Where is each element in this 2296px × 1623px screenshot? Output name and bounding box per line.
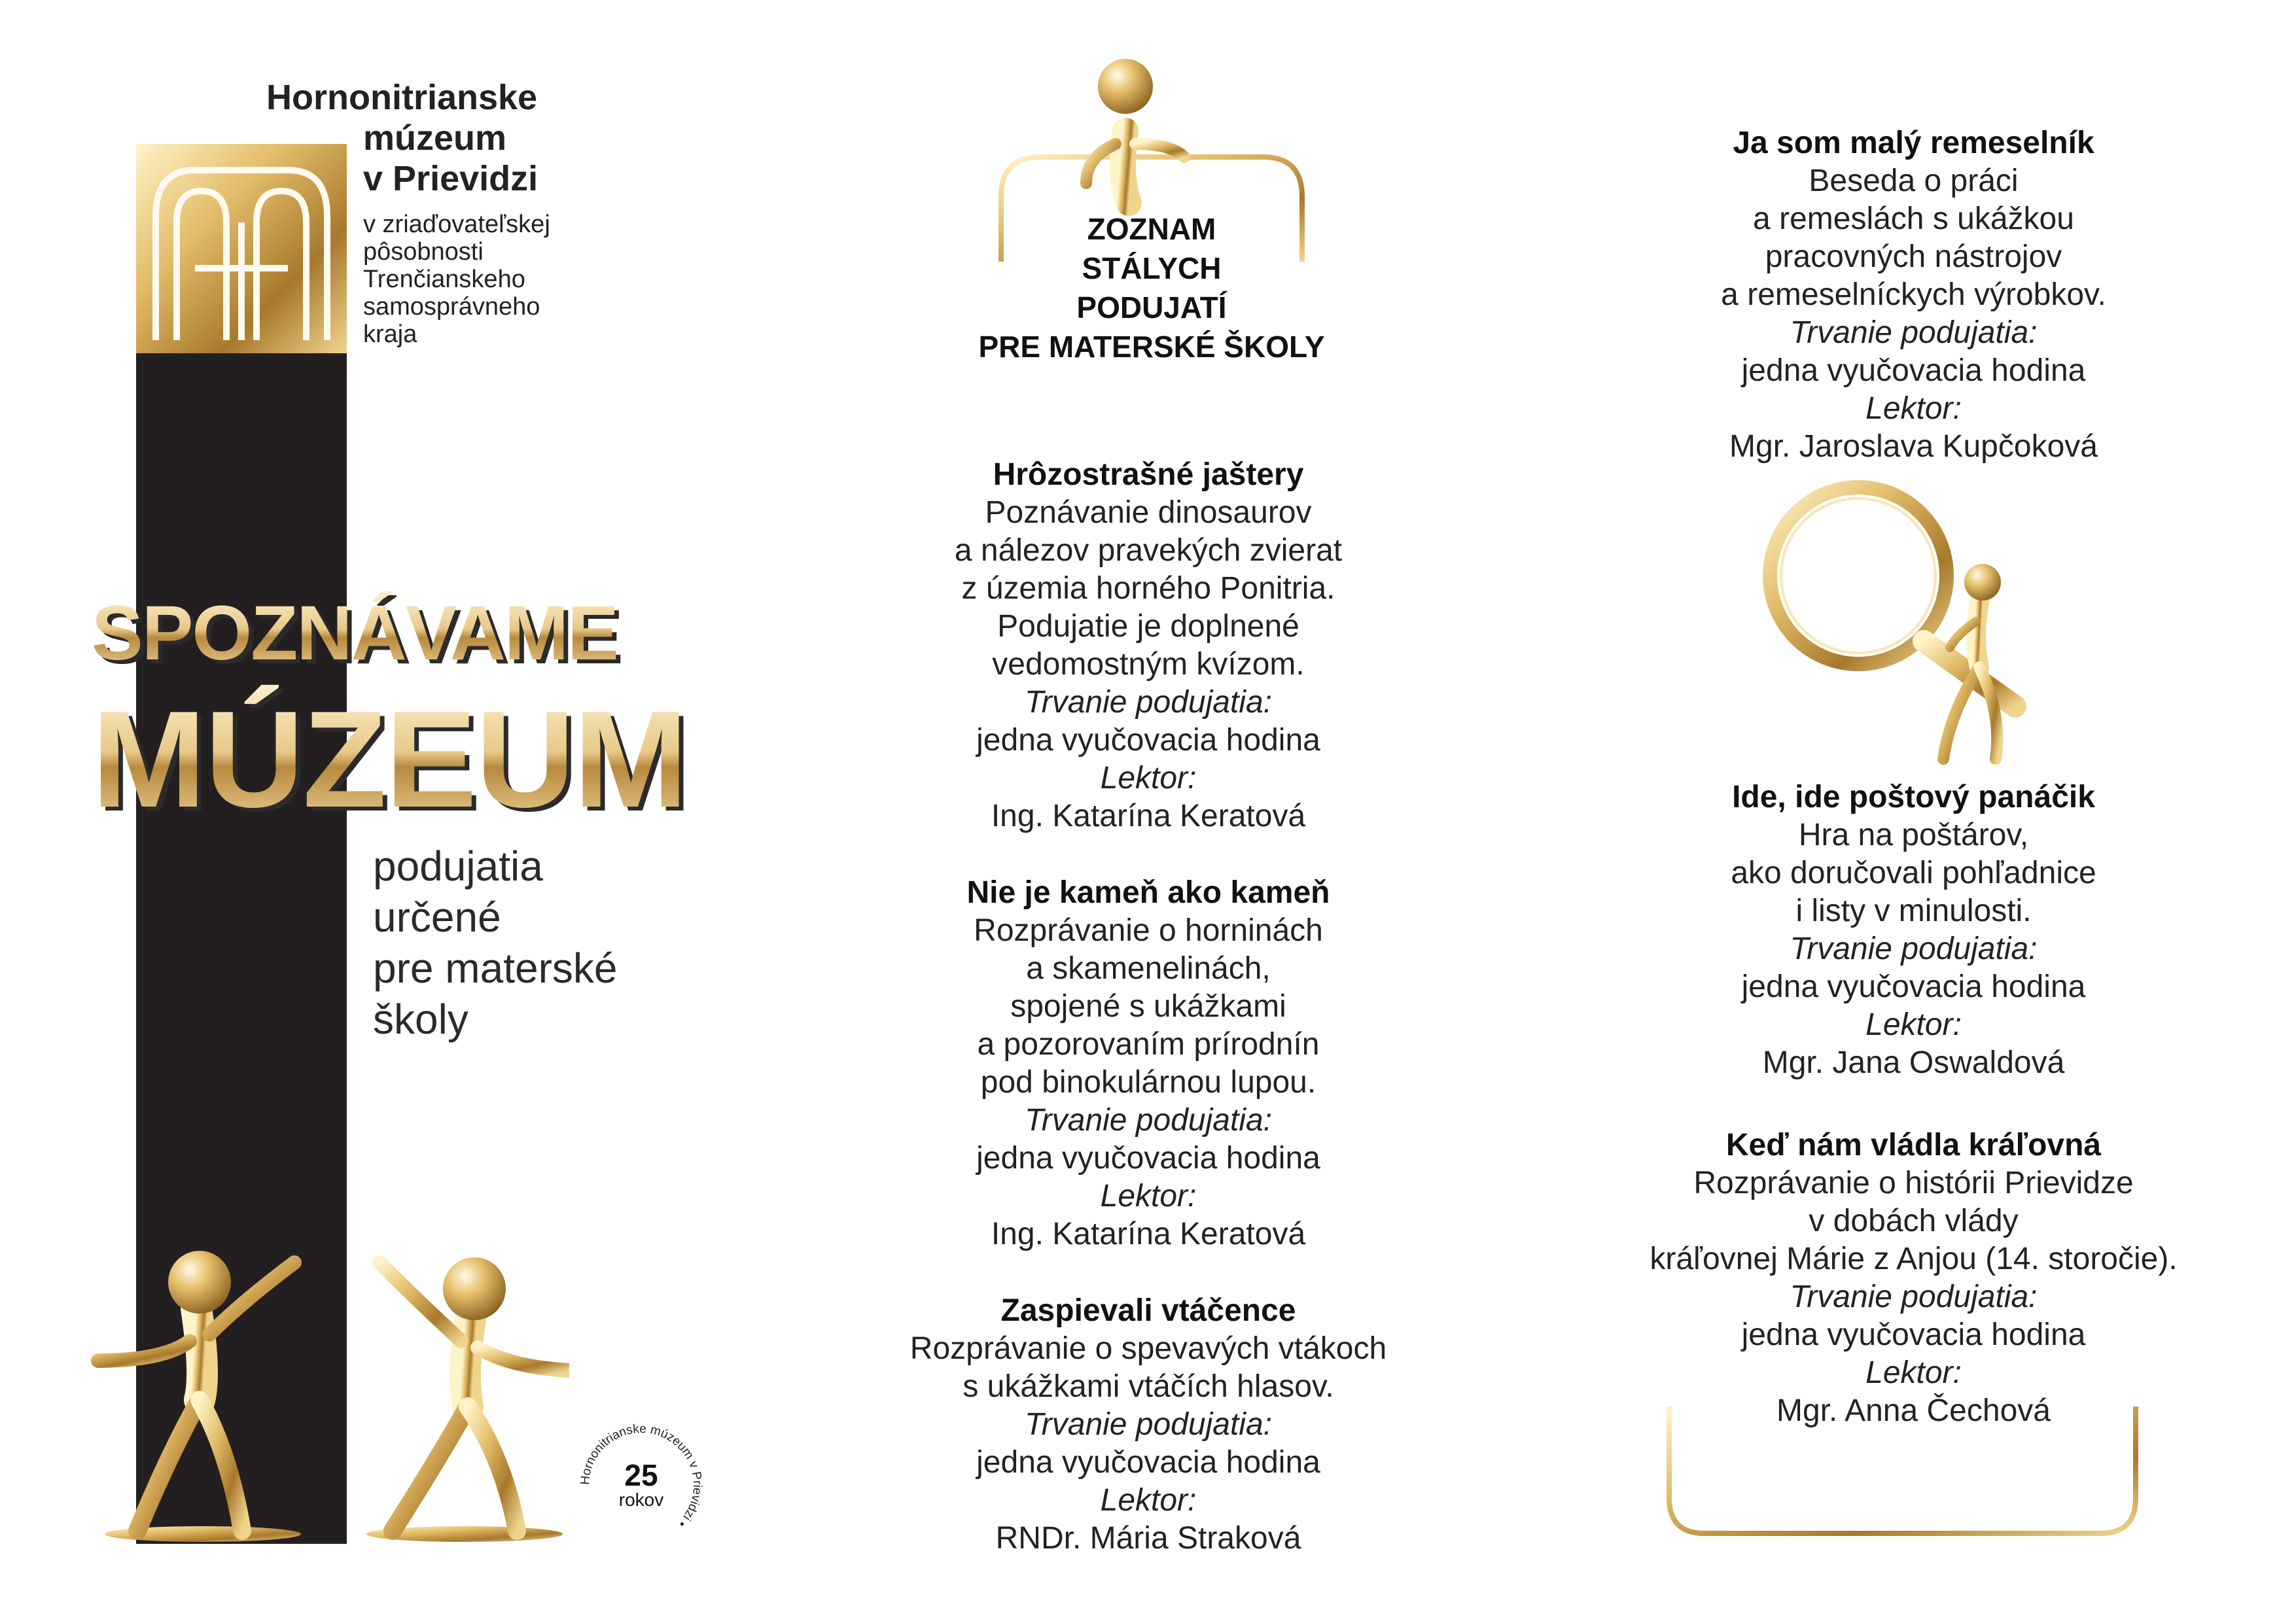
anniversary-badge (576, 1420, 707, 1550)
museum-logo (136, 144, 347, 353)
event-block (1531, 1126, 2296, 1430)
event-title: Nie je kameň ako kameň (966, 875, 1330, 910)
subtitle-line: podujatia (373, 843, 543, 890)
event-description-line: vedomostným kvízom. (992, 647, 1305, 682)
event-description-line: spojené s ukážkami (1010, 989, 1286, 1024)
event-block (766, 874, 1531, 1253)
affiliation-line: pôsobnosti (363, 238, 484, 266)
duration-value: jedna vyučovacia hodina (1741, 1318, 2086, 1352)
duration-value: jedna vyučovacia hodina (976, 723, 1320, 758)
event-description-line: Poznávanie dinosaurov (985, 495, 1312, 530)
event-description-line: pod binokulárnou lupou. (980, 1065, 1316, 1100)
duration-label: Trvanie podujatia: (1790, 1280, 2038, 1314)
event-description-line: pracovných nástrojov (1765, 239, 2062, 274)
subtitle-line: školy (373, 996, 468, 1043)
lector-name: Ing. Katarína Keratová (991, 799, 1306, 833)
lector-label: Lektor: (1865, 1355, 1962, 1390)
event-description-line: Beseda o práci (1809, 164, 2019, 198)
magnifier-figure-illustration (1754, 471, 2055, 772)
program-panel-middle (766, 0, 1531, 1623)
cover-panel (0, 0, 766, 1623)
affiliation-line: samosprávneho (363, 293, 540, 321)
lector-name: Mgr. Jana Oswaldová (1762, 1045, 2065, 1080)
gold-frame-bottom (1665, 1406, 2140, 1537)
lector-name: Ing. Katarína Keratová (991, 1217, 1306, 1251)
badge-number: 25 (624, 1458, 658, 1492)
lector-label: Lektor: (1100, 761, 1197, 795)
event-block (1531, 124, 2296, 466)
duration-label: Trvanie podujatia: (1025, 685, 1272, 720)
lector-label: Lektor: (1100, 1483, 1197, 1518)
event-description-line: a nálezov pravekých zvierat (954, 533, 1343, 568)
program-heading (936, 209, 1368, 366)
event-title: Keď nám vládla kráľovná (1725, 1128, 2102, 1162)
event-description-line: a pozorovaním prírodnín (977, 1027, 1320, 1062)
event-block (1531, 778, 2296, 1082)
event-description-line: Rozprávanie o horninách (974, 913, 1323, 948)
event-title: Ide, ide poštový panáčik (1732, 780, 2095, 814)
event-description-line: Podujatie je doplnené (997, 609, 1299, 644)
duration-label: Trvanie podujatia: (1790, 932, 2038, 966)
lector-name: Mgr. Anna Čechová (1776, 1393, 2051, 1428)
event-title: Ja som malý remeselník (1733, 126, 2094, 160)
event-description-line: Hra na poštárov, (1798, 818, 2029, 852)
duration-label: Trvanie podujatia: (1025, 1103, 1272, 1138)
event-description-line: s ukážkami vtáčích hlasov. (963, 1369, 1334, 1404)
badge-ring-text: Hornonitrianske múzeum v Prievidzi • (578, 1422, 705, 1530)
event-description-line: a remeslách s ukážkou (1753, 201, 2074, 236)
duration-label: Trvanie podujatia: (1025, 1407, 1272, 1442)
museum-name-line: v Prievidzi (363, 159, 539, 198)
event-description-line: ako doručovali pohľadnice (1731, 856, 2096, 890)
subtitle (373, 841, 739, 1045)
event-description-line: a remeselníckych výrobkov. (1721, 277, 2106, 312)
event-block (766, 456, 1531, 835)
event-title: Hrôzostrašné jaštery (993, 457, 1304, 492)
affiliation-line: Trenčianskeho (363, 266, 525, 293)
duration-value: jedna vyučovacia hodina (1741, 969, 2086, 1004)
program-panel-right (1531, 0, 2296, 1623)
museum-name-line: Hornonitrianske (266, 78, 538, 117)
duration-label: Trvanie podujatia: (1790, 315, 2038, 350)
event-description-line: kráľovnej Márie z Anjou (14. storočie). (1650, 1242, 2178, 1276)
event-description-line: Rozprávanie o histórii Prievidze (1693, 1166, 2134, 1200)
duration-value: jedna vyučovacia hodina (1741, 353, 2086, 388)
lector-name: RNDr. Mária Straková (995, 1521, 1301, 1556)
museum-name-line: múzeum (363, 118, 507, 158)
lector-label: Lektor: (1865, 1007, 1962, 1042)
duration-value: jedna vyučovacia hodina (976, 1141, 1320, 1176)
title-line-1: SPOZNÁVAME (92, 589, 680, 678)
duration-value: jedna vyučovacia hodina (976, 1445, 1320, 1480)
affiliation-line: kraja (363, 321, 417, 348)
subtitle-line: pre materské (373, 945, 618, 992)
program-heading-line: PODUJATÍ (1076, 290, 1227, 324)
golden-figures-illustration (85, 1204, 569, 1544)
lector-label: Lektor: (1100, 1179, 1197, 1213)
program-heading-line: ZOZNAM (1087, 212, 1216, 246)
subtitle-line: určené (373, 894, 501, 941)
event-title: Zaspievali vtáčence (1000, 1293, 1296, 1328)
title-line-2: MÚZEUM (92, 680, 680, 839)
program-heading-line: PRE MATERSKÉ ŠKOLY (978, 330, 1325, 364)
museum-affiliation (363, 211, 638, 348)
badge-unit: rokov (618, 1490, 664, 1510)
event-block (766, 1292, 1531, 1558)
event-description-line: v dobách vlády (1809, 1204, 2019, 1238)
lector-label: Lektor: (1865, 391, 1962, 426)
event-description-line: z územia horného Ponitria. (961, 571, 1335, 606)
lector-name: Mgr. Jaroslava Kupčoková (1729, 429, 2098, 464)
event-description-line: i listy v minulosti. (1795, 894, 2032, 928)
program-heading-line: STÁLYCH (1082, 251, 1222, 285)
event-description-line: Rozprávanie o spevavých vtákoch (910, 1331, 1387, 1366)
event-description-line: a skamenelinách, (1026, 951, 1271, 986)
affiliation-line: v zriaďovateľskej (363, 211, 550, 238)
